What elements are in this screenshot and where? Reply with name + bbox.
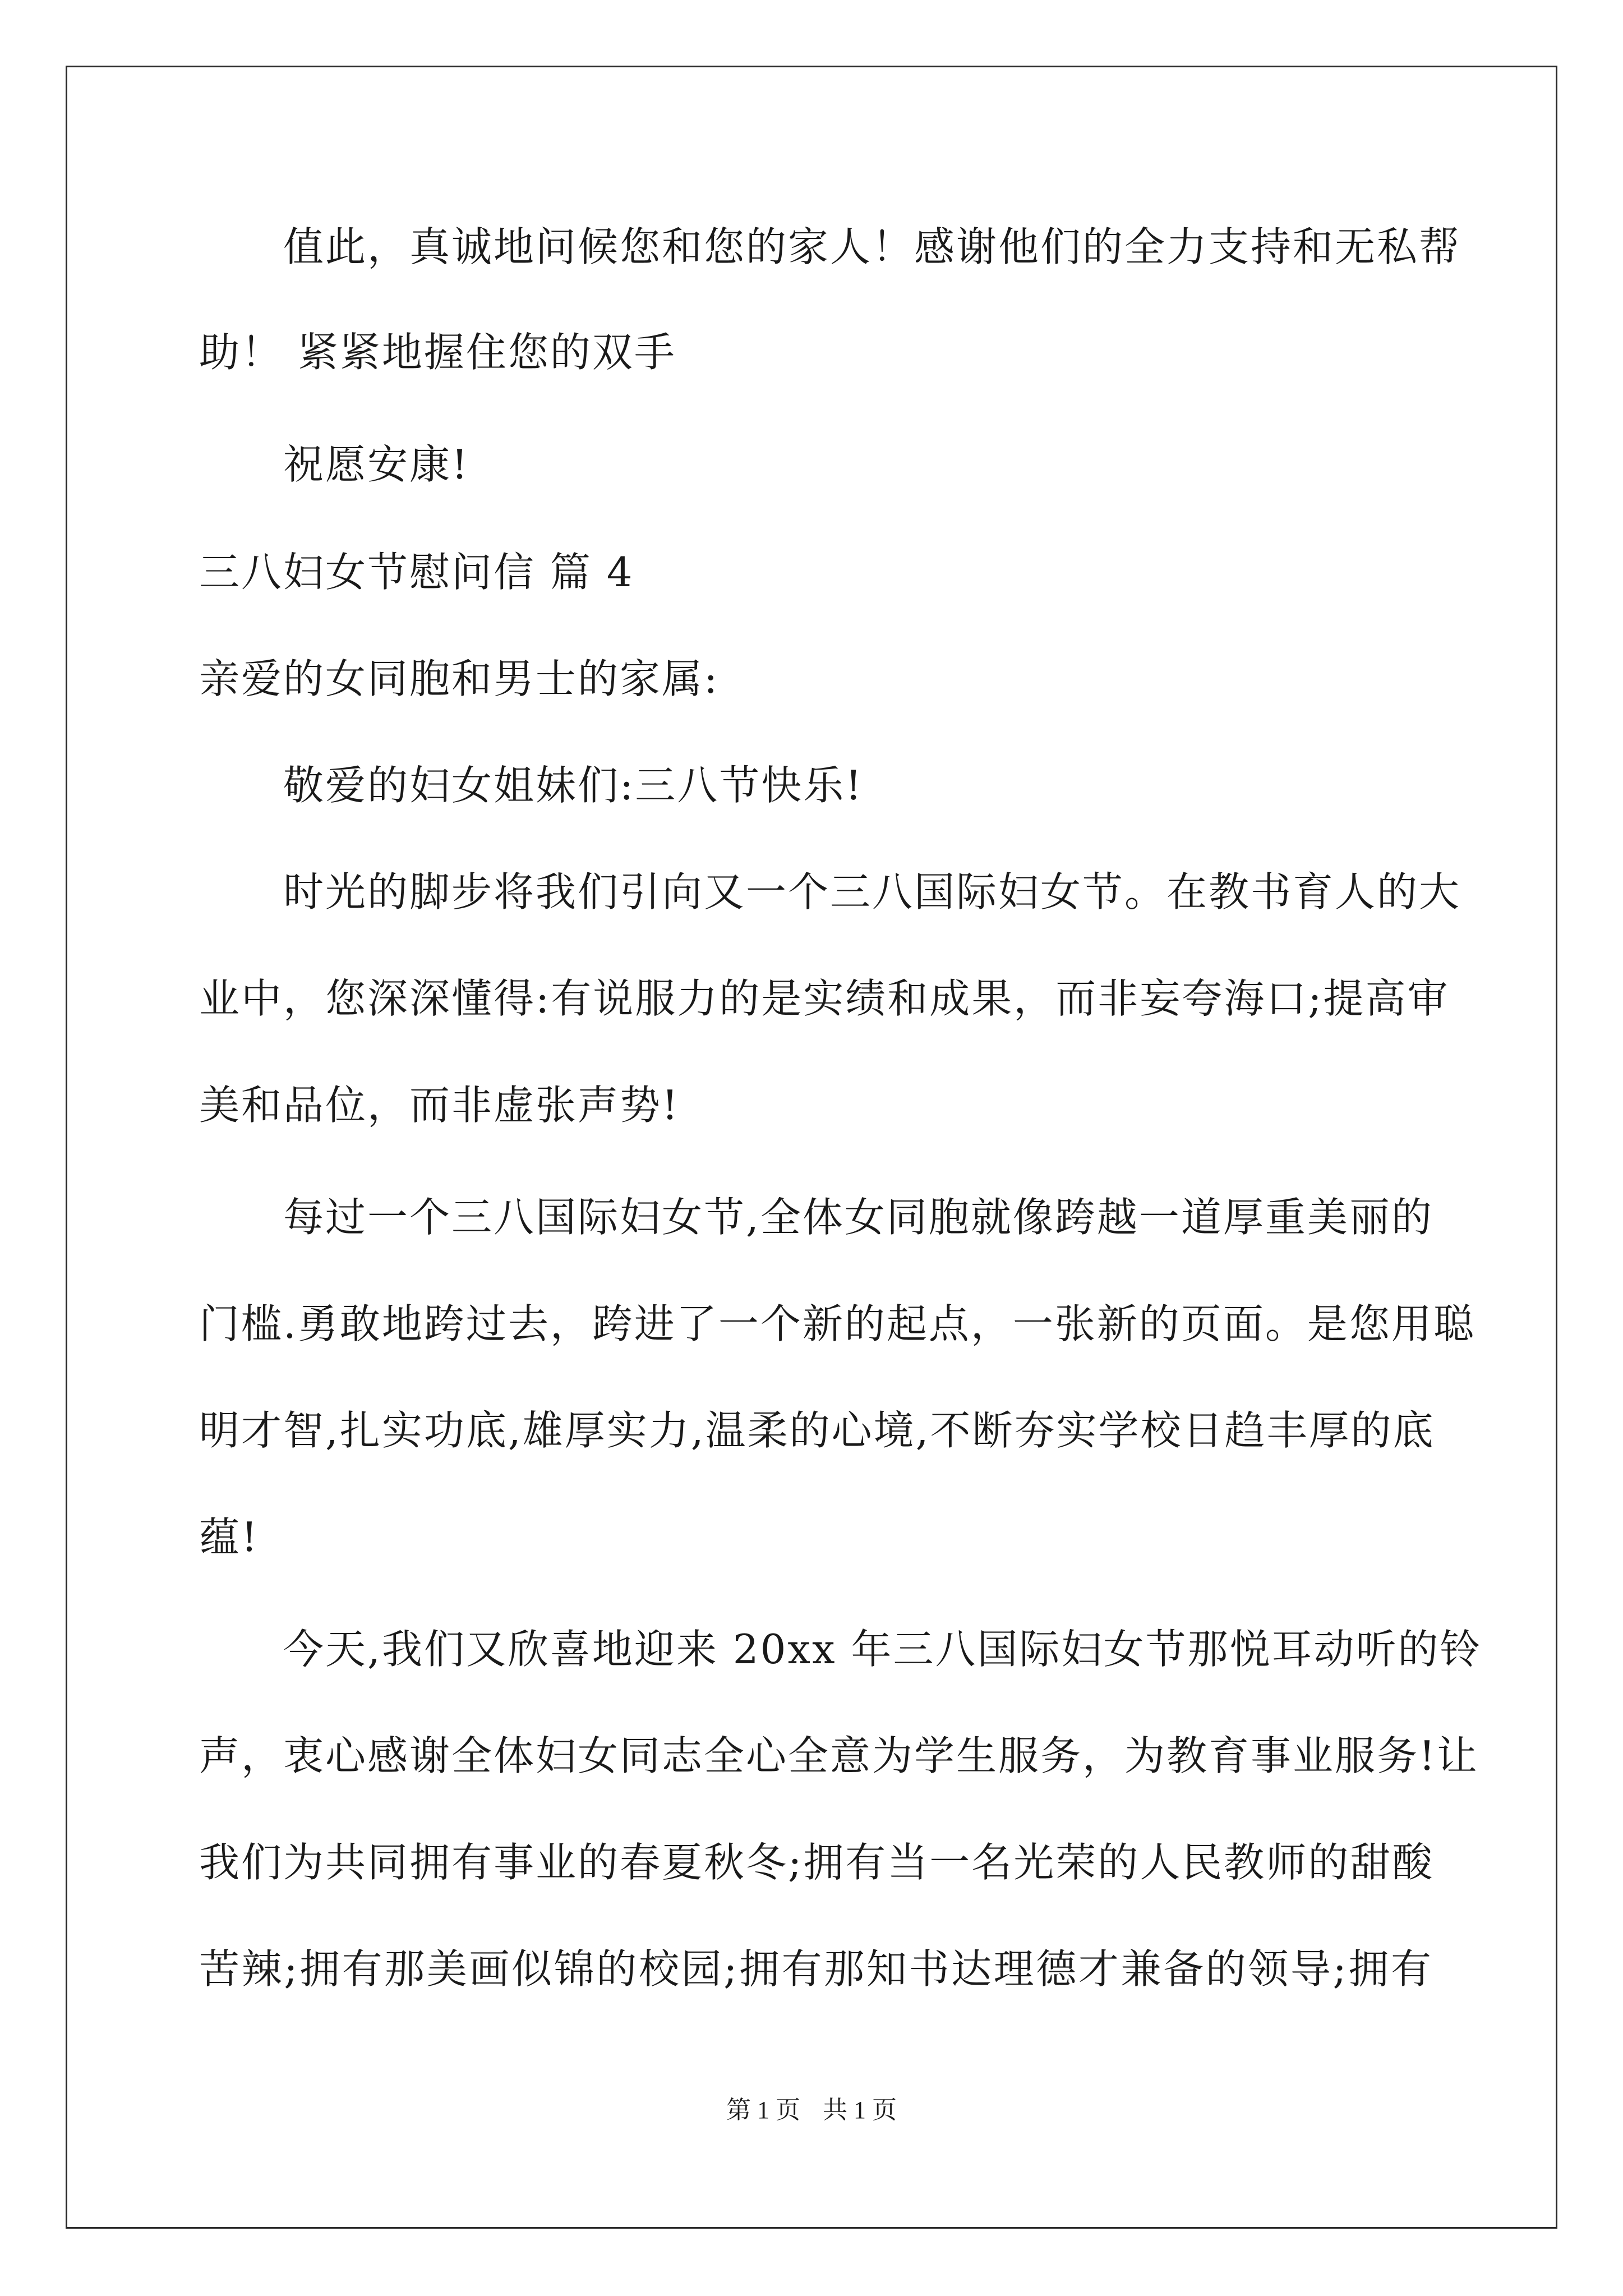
paragraph-line: 美和品位，而非虚张声势! xyxy=(199,1082,680,1129)
paragraph-line: 明才智,扎实功底,雄厚实力,温柔的心境,不断夯实学校日趋丰厚的底 xyxy=(199,1407,1435,1454)
page-total: 共 1 页 xyxy=(823,2096,897,2124)
paragraph-line: 助！ 紧紧地握住您的双手 xyxy=(199,329,676,376)
page-border xyxy=(66,66,1557,2229)
paragraph-line: 声，衷心感谢全体妇女同志全心全意为学生服务，为教育事业服务!让 xyxy=(199,1732,1479,1779)
paragraph-line: 今天,我们又欣喜地迎来 20xx 年三八国际妇女节那悦耳动听的铃 xyxy=(283,1626,1482,1673)
paragraph-line: 每过一个三八国际妇女节,全体女同胞就像跨越一道厚重美丽的 xyxy=(283,1194,1433,1241)
paragraph-line: 门槛.勇敢地跨过去，跨进了一个新的起点，一张新的页面。是您用聪 xyxy=(199,1300,1476,1347)
page-footer xyxy=(0,2093,1623,2127)
salutation: 亲爱的女同胞和男士的家属: xyxy=(199,655,720,702)
page-number: 第 1 页 xyxy=(726,2096,800,2124)
paragraph-line: 敬爱的妇女姐妹们:三八节快乐! xyxy=(283,762,864,809)
paragraph-line: 我们为共同拥有事业的春夏秋冬;拥有当一名光荣的人民教师的甜酸 xyxy=(199,1839,1435,1886)
paragraph-line: 蕴! xyxy=(199,1513,259,1561)
paragraph-line: 祝愿安康! xyxy=(283,441,469,488)
paragraph-line: 苦辣;拥有那美画似锦的校园;拥有那知书达理德才兼备的领导;拥有 xyxy=(199,1945,1433,1993)
paragraph-line: 业中，您深深懂得:有说服力的是实绩和成果，而非妄夸海口;提高审 xyxy=(199,975,1450,1022)
section-heading: 三八妇女节慰问信 篇 4 xyxy=(199,549,634,596)
paragraph-line: 值此，真诚地问候您和您的家人！感谢他们的全力支持和无私帮 xyxy=(283,223,1461,270)
paragraph-line: 时光的脚步将我们引向又一个三八国际妇女节。在教书育人的大 xyxy=(283,868,1461,915)
